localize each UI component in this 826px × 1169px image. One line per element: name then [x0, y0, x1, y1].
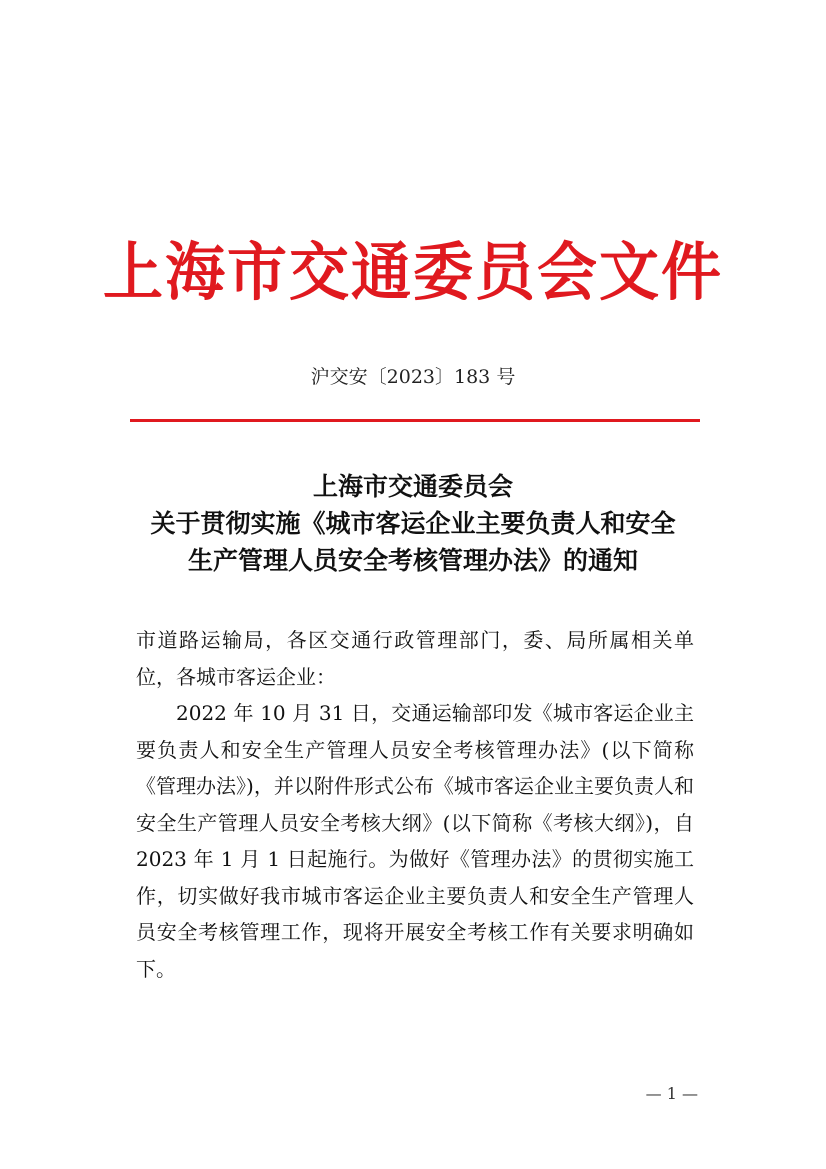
notice-title — [120, 468, 706, 579]
document-header-title: 上海市交通委员会文件 — [103, 236, 723, 310]
page-number: — 1 — — [645, 1084, 698, 1103]
salutation: 市道路运输局，各区交通行政管理部门，委、局所属相关单位，各城市客运企业： — [136, 628, 694, 689]
document-number: 沪交安〔2023〕183 号 — [310, 366, 516, 388]
notice-title-line-1: 上海市交通委员会 — [312, 472, 513, 501]
body-paragraph-1: 2022 年 10 月 31 日，交通运输部印发《城市客运企业主要负责人和安全生产管理人员安全考核管理办法》(以下简称《管理办法》)，并以附件形式公布《城市客运企业主要负责人和安全生产管理人员安全考核大纲》(以下简称《考核大纲》)，自 2023 年 1 月 1 日起施行。为做好《管理办法》的贯彻实施工作，切实做好我市城市客运企业主要负责人和安全生产管理人员安全考核管理工作，现将开展安全考核工作有关要求明确如下。 — [136, 701, 694, 981]
notice-title-line-2: 关于贯彻实施《城市客运企业主要负责人和安全 — [150, 509, 676, 538]
red-divider-line — [130, 419, 700, 422]
notice-title-line-3: 生产管理人员安全考核管理办法》的通知 — [187, 546, 638, 575]
notice-body — [136, 622, 694, 987]
